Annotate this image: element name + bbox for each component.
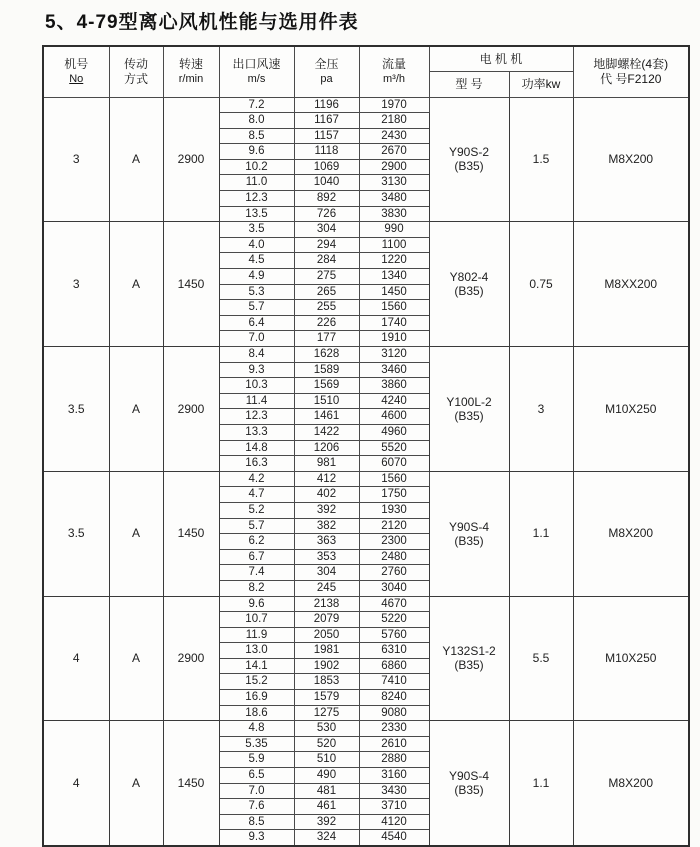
- motor-model-cell: [429, 222, 509, 347]
- motor-model-cell: [429, 347, 509, 472]
- flow-cell: 4600: [359, 409, 429, 425]
- data-row: [43, 721, 689, 737]
- bolt-code-cell: M8XX200: [573, 222, 689, 347]
- header-pressure-unit: pa: [320, 72, 333, 85]
- velocity-cell: 13.3: [219, 424, 294, 440]
- header-flow-unit: m³/h: [383, 72, 405, 85]
- performance-table: [42, 45, 690, 847]
- velocity-cell: 4.9: [219, 269, 294, 285]
- pressure-cell: 510: [294, 752, 359, 768]
- flow-cell: 5220: [359, 612, 429, 628]
- pressure-cell: 1589: [294, 362, 359, 378]
- flow-cell: 990: [359, 222, 429, 238]
- flow-cell: 2180: [359, 113, 429, 129]
- velocity-cell: 10.7: [219, 612, 294, 628]
- velocity-cell: 7.0: [219, 331, 294, 347]
- velocity-cell: 6.2: [219, 534, 294, 550]
- machine-no-cell: 3: [43, 97, 109, 222]
- motor-model-cell: [429, 721, 509, 846]
- motor-frame-text: (B35): [454, 159, 484, 174]
- motor-frame-text: (B35): [454, 284, 484, 299]
- flow-cell: 4670: [359, 596, 429, 612]
- velocity-cell: 4.2: [219, 471, 294, 487]
- table-body: [43, 97, 689, 846]
- pressure-cell: 2079: [294, 612, 359, 628]
- page-title: 5、4-79型离心风机性能与选用件表: [45, 12, 359, 33]
- velocity-cell: 9.6: [219, 144, 294, 160]
- drive-cell: A: [109, 347, 163, 472]
- motor-model-text: Y802-4: [449, 270, 489, 285]
- header-drive: [109, 46, 163, 97]
- pressure-cell: 1981: [294, 643, 359, 659]
- flow-cell: 8240: [359, 690, 429, 706]
- machine-no-cell: 3.5: [43, 471, 109, 596]
- pressure-cell: 1628: [294, 347, 359, 363]
- pressure-cell: 304: [294, 222, 359, 238]
- pressure-cell: 392: [294, 502, 359, 518]
- velocity-cell: 9.3: [219, 362, 294, 378]
- velocity-cell: 4.0: [219, 237, 294, 253]
- flow-cell: 3120: [359, 347, 429, 363]
- header-motor-model: 型 号: [429, 71, 509, 97]
- velocity-cell: 10.3: [219, 378, 294, 394]
- flow-cell: 1560: [359, 300, 429, 316]
- drive-cell: A: [109, 721, 163, 846]
- machine-no-cell: 4: [43, 721, 109, 846]
- velocity-cell: 9.3: [219, 830, 294, 846]
- header-motor-power: 功率kw: [509, 71, 573, 97]
- velocity-cell: 12.3: [219, 191, 294, 207]
- flow-cell: 2760: [359, 565, 429, 581]
- pressure-cell: 530: [294, 721, 359, 737]
- data-row: [43, 97, 689, 113]
- flow-cell: 4120: [359, 814, 429, 830]
- motor-model-cell: [429, 471, 509, 596]
- motor-frame-text: (B35): [454, 783, 484, 798]
- pressure-cell: 1040: [294, 175, 359, 191]
- motor-power-cell: 3: [509, 347, 573, 472]
- header-speed-unit: r/min: [178, 72, 204, 85]
- velocity-cell: 6.4: [219, 315, 294, 331]
- pressure-cell: 245: [294, 580, 359, 596]
- pressure-cell: 1902: [294, 658, 359, 674]
- machine-no-cell: 3.5: [43, 347, 109, 472]
- machine-no-cell: 3: [43, 222, 109, 347]
- header-drive-label2: 方式: [123, 71, 148, 86]
- speed-cell: 2900: [163, 347, 219, 472]
- velocity-cell: 8.2: [219, 580, 294, 596]
- header-bolt-code: 代 号F2120: [600, 71, 662, 86]
- flow-cell: 1750: [359, 487, 429, 503]
- data-row: [43, 596, 689, 612]
- flow-cell: 9080: [359, 705, 429, 721]
- data-row: [43, 471, 689, 487]
- pressure-cell: 892: [294, 191, 359, 207]
- velocity-cell: 18.6: [219, 705, 294, 721]
- motor-power-cell: 1.5: [509, 97, 573, 222]
- motor-model-cell: [429, 97, 509, 222]
- velocity-cell: 5.3: [219, 284, 294, 300]
- flow-cell: 1340: [359, 269, 429, 285]
- flow-cell: 1970: [359, 97, 429, 113]
- velocity-cell: 5.9: [219, 752, 294, 768]
- speed-cell: 2900: [163, 596, 219, 721]
- motor-power-cell: 1.1: [509, 721, 573, 846]
- flow-cell: 4960: [359, 424, 429, 440]
- motor-model-cell: [429, 596, 509, 721]
- flow-cell: 2900: [359, 159, 429, 175]
- pressure-cell: 2050: [294, 627, 359, 643]
- pressure-cell: 353: [294, 549, 359, 565]
- velocity-cell: 7.4: [219, 565, 294, 581]
- flow-cell: 3860: [359, 378, 429, 394]
- flow-cell: 1930: [359, 502, 429, 518]
- pressure-cell: 1167: [294, 113, 359, 129]
- header-velocity: [219, 46, 294, 97]
- velocity-cell: 11.0: [219, 175, 294, 191]
- motor-model-text: Y90S-4: [448, 769, 490, 784]
- flow-cell: 2610: [359, 736, 429, 752]
- pressure-cell: 490: [294, 768, 359, 784]
- drive-cell: A: [109, 596, 163, 721]
- header-drive-label: 传动: [123, 56, 148, 71]
- speed-cell: 1450: [163, 471, 219, 596]
- motor-model-text: Y100L-2: [446, 394, 492, 409]
- motor-model-text: Y90S-4: [448, 519, 490, 534]
- pressure-cell: 520: [294, 736, 359, 752]
- header-bolt: [573, 46, 689, 97]
- drive-cell: A: [109, 471, 163, 596]
- flow-cell: 3160: [359, 768, 429, 784]
- bolt-code-cell: M8X200: [573, 721, 689, 846]
- flow-cell: 2670: [359, 144, 429, 160]
- speed-cell: 1450: [163, 721, 219, 846]
- pressure-cell: 402: [294, 487, 359, 503]
- flow-cell: 2120: [359, 518, 429, 534]
- velocity-cell: 11.4: [219, 393, 294, 409]
- flow-cell: 3040: [359, 580, 429, 596]
- pressure-cell: 1069: [294, 159, 359, 175]
- flow-cell: 1560: [359, 471, 429, 487]
- flow-cell: 3460: [359, 362, 429, 378]
- header-speed: [163, 46, 219, 97]
- pressure-cell: 412: [294, 471, 359, 487]
- velocity-cell: 6.5: [219, 768, 294, 784]
- flow-cell: 2480: [359, 549, 429, 565]
- header-pressure-label: 全压: [314, 56, 339, 71]
- header-speed-label: 转速: [178, 56, 203, 71]
- velocity-cell: 5.2: [219, 502, 294, 518]
- bolt-code-cell: M8X200: [573, 97, 689, 222]
- velocity-cell: 8.0: [219, 113, 294, 129]
- flow-cell: 3710: [359, 799, 429, 815]
- flow-cell: 2880: [359, 752, 429, 768]
- pressure-cell: 363: [294, 534, 359, 550]
- velocity-cell: 16.3: [219, 456, 294, 472]
- table-header: [43, 46, 689, 97]
- header-machine-no-unit: No: [69, 72, 84, 85]
- pressure-cell: 304: [294, 565, 359, 581]
- motor-model-text: Y132S1-2: [442, 644, 496, 659]
- bolt-code-cell: M8X200: [573, 471, 689, 596]
- drive-cell: A: [109, 222, 163, 347]
- velocity-cell: 11.9: [219, 627, 294, 643]
- flow-cell: 2430: [359, 128, 429, 144]
- velocity-cell: 14.1: [219, 658, 294, 674]
- pressure-cell: 382: [294, 518, 359, 534]
- pressure-cell: 2138: [294, 596, 359, 612]
- speed-cell: 1450: [163, 222, 219, 347]
- pressure-cell: 284: [294, 253, 359, 269]
- pressure-cell: 981: [294, 456, 359, 472]
- velocity-cell: 8.5: [219, 128, 294, 144]
- header-flow: [359, 46, 429, 97]
- velocity-cell: 13.0: [219, 643, 294, 659]
- pressure-cell: 1461: [294, 409, 359, 425]
- pressure-cell: 1569: [294, 378, 359, 394]
- velocity-cell: 8.5: [219, 814, 294, 830]
- flow-cell: 2330: [359, 721, 429, 737]
- flow-cell: 3480: [359, 191, 429, 207]
- pressure-cell: 461: [294, 799, 359, 815]
- velocity-cell: 5.35: [219, 736, 294, 752]
- velocity-cell: 3.5: [219, 222, 294, 238]
- header-motor-group: 电 机 机: [429, 46, 573, 71]
- pressure-cell: 255: [294, 300, 359, 316]
- velocity-cell: 8.4: [219, 347, 294, 363]
- pressure-cell: 1510: [294, 393, 359, 409]
- motor-frame-text: (B35): [454, 658, 484, 673]
- header-machine-no: [43, 46, 109, 97]
- velocity-cell: 13.5: [219, 206, 294, 222]
- flow-cell: 1450: [359, 284, 429, 300]
- bolt-code-cell: M10X250: [573, 347, 689, 472]
- machine-no-cell: 4: [43, 596, 109, 721]
- velocity-cell: 15.2: [219, 674, 294, 690]
- header-velocity-unit: m/s: [247, 72, 266, 85]
- velocity-cell: 12.3: [219, 409, 294, 425]
- pressure-cell: 1196: [294, 97, 359, 113]
- pressure-cell: 392: [294, 814, 359, 830]
- pressure-cell: 1157: [294, 128, 359, 144]
- header-bolt-label: 地脚螺栓(4套): [593, 56, 669, 71]
- pressure-cell: 177: [294, 331, 359, 347]
- motor-model-text: Y90S-2: [448, 145, 490, 160]
- header-pressure: [294, 46, 359, 97]
- drive-cell: A: [109, 97, 163, 222]
- flow-cell: 5760: [359, 627, 429, 643]
- flow-cell: 4240: [359, 393, 429, 409]
- flow-cell: 6310: [359, 643, 429, 659]
- motor-power-cell: 0.75: [509, 222, 573, 347]
- bolt-code-cell: M10X250: [573, 596, 689, 721]
- pressure-cell: 1206: [294, 440, 359, 456]
- motor-power-cell: 5.5: [509, 596, 573, 721]
- pressure-cell: 265: [294, 284, 359, 300]
- velocity-cell: 7.6: [219, 799, 294, 815]
- pressure-cell: 226: [294, 315, 359, 331]
- pressure-cell: 481: [294, 783, 359, 799]
- flow-cell: 5520: [359, 440, 429, 456]
- motor-power-cell: 1.1: [509, 471, 573, 596]
- flow-cell: 6070: [359, 456, 429, 472]
- pressure-cell: 1853: [294, 674, 359, 690]
- flow-cell: 1220: [359, 253, 429, 269]
- velocity-cell: 9.6: [219, 596, 294, 612]
- pressure-cell: 324: [294, 830, 359, 846]
- flow-cell: 3830: [359, 206, 429, 222]
- header-velocity-label: 出口风速: [232, 56, 281, 71]
- data-row: [43, 347, 689, 363]
- velocity-cell: 6.7: [219, 549, 294, 565]
- flow-cell: 1740: [359, 315, 429, 331]
- motor-frame-text: (B35): [454, 533, 484, 548]
- pressure-cell: 275: [294, 269, 359, 285]
- velocity-cell: 10.2: [219, 159, 294, 175]
- flow-cell: 3430: [359, 783, 429, 799]
- velocity-cell: 16.9: [219, 690, 294, 706]
- flow-cell: 1100: [359, 237, 429, 253]
- flow-cell: 2300: [359, 534, 429, 550]
- pressure-cell: 1118: [294, 144, 359, 160]
- pressure-cell: 1275: [294, 705, 359, 721]
- data-row: [43, 222, 689, 238]
- velocity-cell: 14.8: [219, 440, 294, 456]
- flow-cell: 7410: [359, 674, 429, 690]
- pressure-cell: 726: [294, 206, 359, 222]
- velocity-cell: 4.8: [219, 721, 294, 737]
- flow-cell: 1910: [359, 331, 429, 347]
- motor-frame-text: (B35): [454, 408, 484, 423]
- velocity-cell: 4.7: [219, 487, 294, 503]
- velocity-cell: 7.0: [219, 783, 294, 799]
- velocity-cell: 7.2: [219, 97, 294, 113]
- speed-cell: 2900: [163, 97, 219, 222]
- pressure-cell: 1579: [294, 690, 359, 706]
- header-machine-no-label: 机号: [64, 56, 89, 71]
- flow-cell: 4540: [359, 830, 429, 846]
- header-flow-label: 流量: [381, 56, 406, 71]
- pressure-cell: 294: [294, 237, 359, 253]
- velocity-cell: 5.7: [219, 518, 294, 534]
- flow-cell: 6860: [359, 658, 429, 674]
- pressure-cell: 1422: [294, 424, 359, 440]
- velocity-cell: 4.5: [219, 253, 294, 269]
- velocity-cell: 5.7: [219, 300, 294, 316]
- flow-cell: 3130: [359, 175, 429, 191]
